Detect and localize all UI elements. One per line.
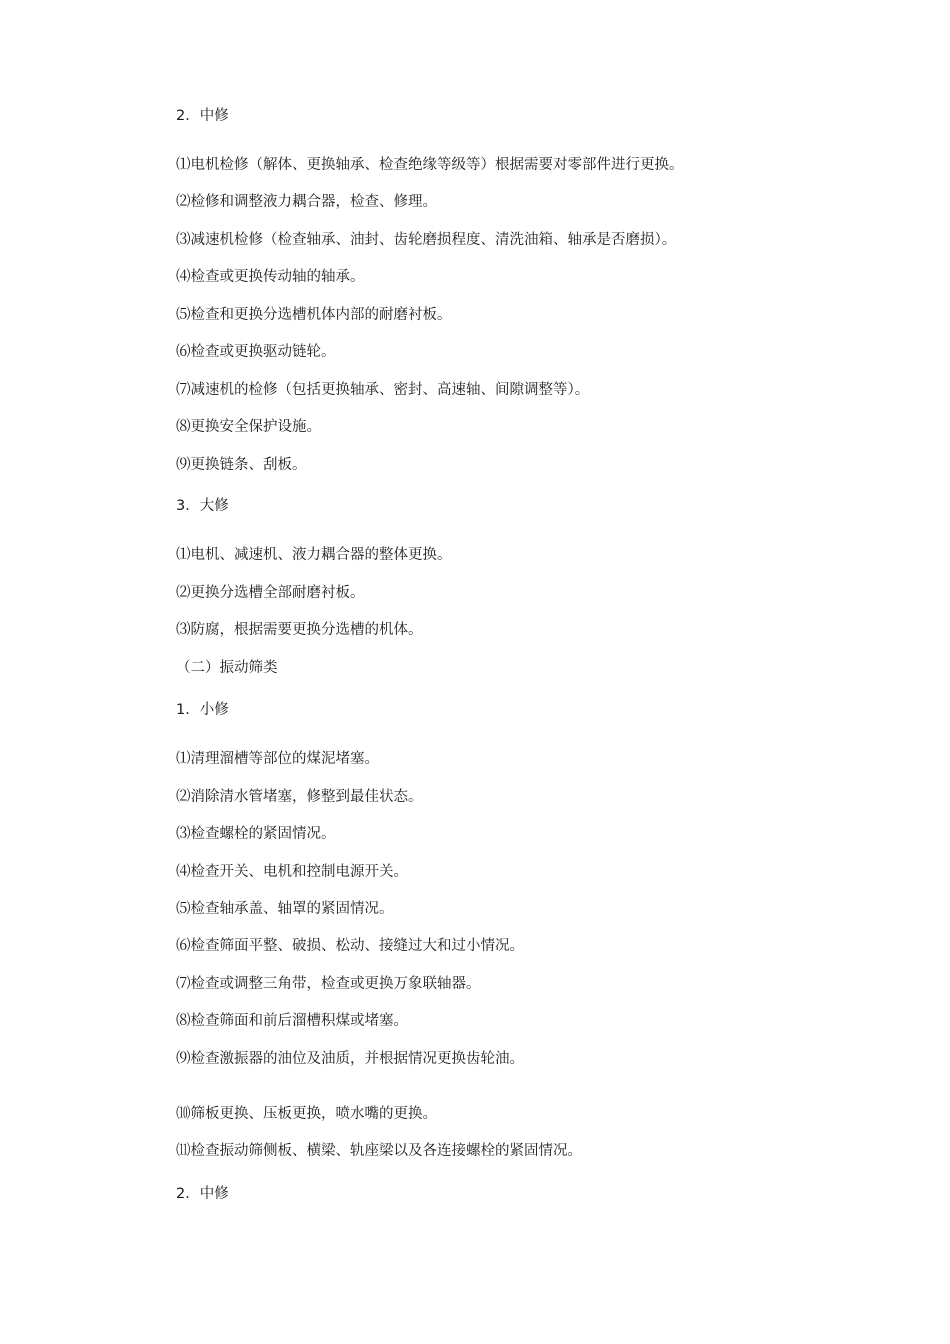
list-item: ⑶减速机检修（检查轴承、油封、齿轮磨损程度、清洗油箱、轴承是否磨损）。 [176,232,677,248]
list-item: ⑶检查螺栓的紧固情况。 [176,826,336,842]
list-item: ⑹检查筛面平整、破损、松动、接缝过大和过小情况。 [176,938,524,954]
list-item: ⑻更换安全保护设施。 [176,419,321,435]
list-item: ⑻检查筛面和前后溜槽积煤或堵塞。 [176,1013,408,1029]
section-heading-major-repair: 3．大修 [176,498,229,514]
list-item: ⑸检查和更换分选槽机体内部的耐磨衬板。 [176,307,452,323]
list-item: ⑼检查激振器的油位及油质，并根据情况更换齿轮油。 [176,1051,524,1067]
list-item: ⑵检修和调整液力耦合器，检查、修理。 [176,194,437,210]
list-item: ⑶防腐，根据需要更换分选槽的机体。 [176,622,423,638]
list-item: ⑴电机检修（解体、更换轴承、检查绝缘等级等）根据需要对零部件进行更换。 [176,157,684,173]
list-item: ⑷检查开关、电机和控制电源开关。 [176,864,408,880]
list-item: ⑺减速机的检修（包括更换轴承、密封、高速轴、间隙调整等）。 [176,382,590,398]
list-item: ⑵更换分选槽全部耐磨衬板。 [176,585,365,601]
list-item: ⑹检查或更换驱动链轮。 [176,344,336,360]
section-heading-medium-repair: 2．中修 [176,108,229,124]
list-item: ⑴电机、减速机、液力耦合器的整体更换。 [176,547,452,563]
section-heading-vibrating-screen: （二）振动筛类 [176,660,278,676]
list-item: ⑵消除清水管堵塞，修整到最佳状态。 [176,789,423,805]
list-item: ⑺检查或调整三角带，检查或更换万象联轴器。 [176,976,481,992]
list-item: ⑸检查轴承盖、轴罩的紧固情况。 [176,901,394,917]
list-item: ⑼更换链条、刮板。 [176,457,307,473]
section-heading-medium-repair-2: 2．中修 [176,1186,229,1202]
list-item: ⑴清理溜槽等部位的煤泥堵塞。 [176,751,379,767]
section-heading-minor-repair: 1．小修 [176,702,229,718]
list-item: ⑾检查振动筛侧板、横梁、轨座梁以及各连接螺栓的紧固情况。 [176,1143,582,1159]
list-item: ⑷检查或更换传动轴的轴承。 [176,269,365,285]
list-item: ⑽筛板更换、压板更换，喷水嘴的更换。 [176,1106,437,1122]
